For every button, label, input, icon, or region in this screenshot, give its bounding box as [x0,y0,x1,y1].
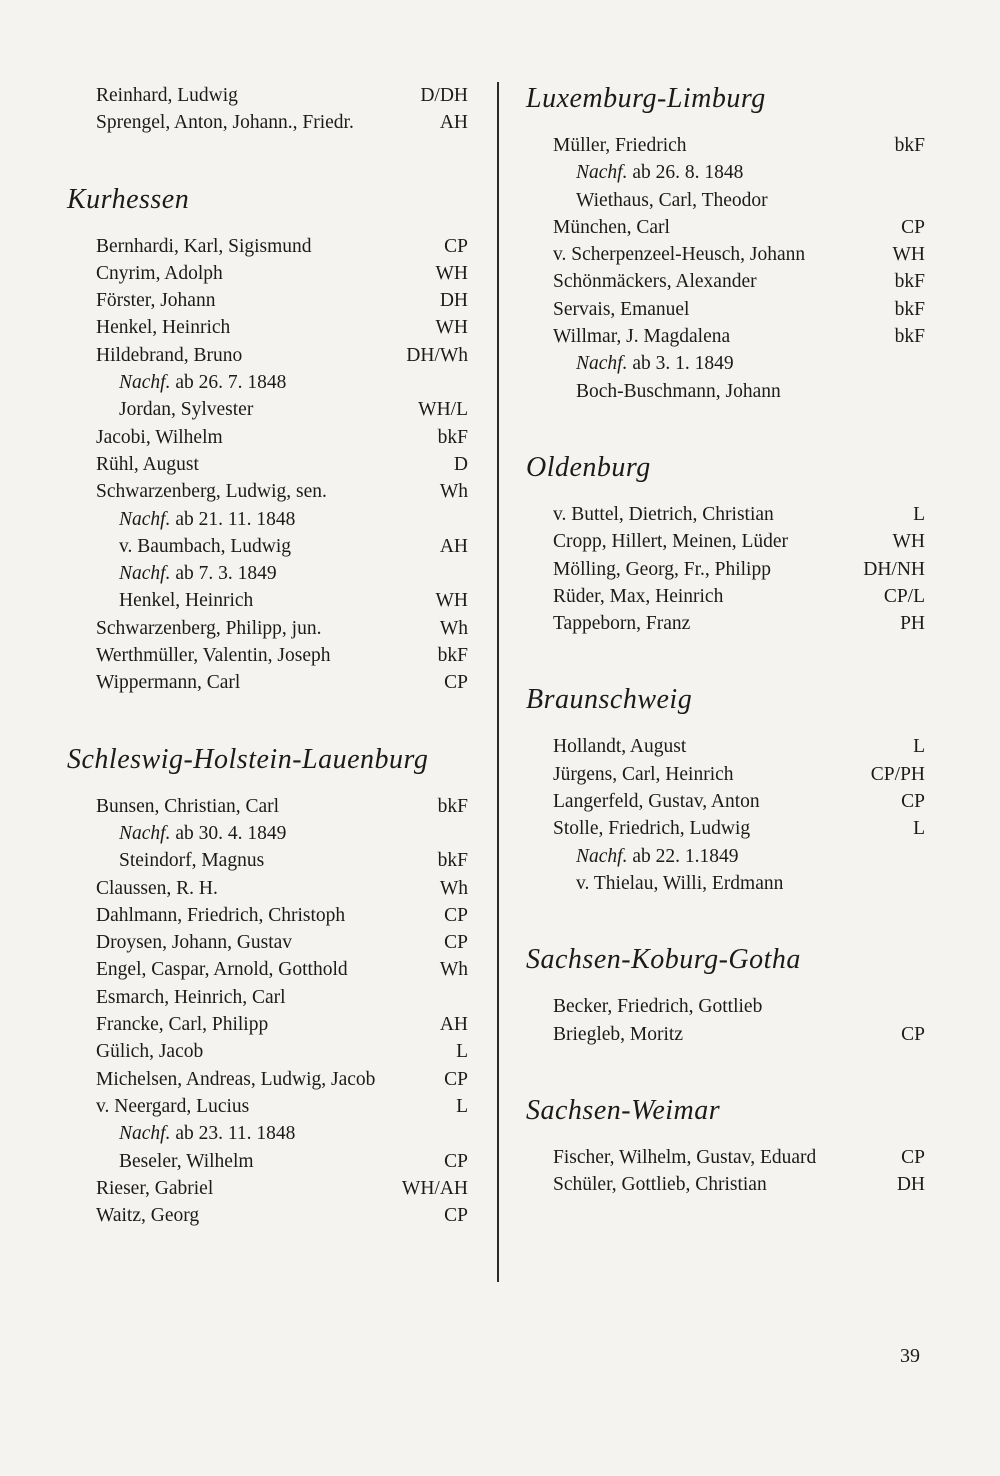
right-column [526,82,925,1198]
member-row [96,396,468,423]
member-name: Cropp, Hillert, Meinen, Lüder [553,531,789,553]
member-row [96,314,468,341]
faction-code: L [456,1041,468,1063]
member-name [96,560,277,587]
member-name: Sprengel, Anton, Johann., Friedr. [96,112,354,134]
member-name: Henkel, Heinrich [96,317,231,339]
successor-label: Nachf. [119,563,171,585]
member-row [96,533,468,560]
member-list [553,1144,925,1199]
section-title: Schleswig-Holstein-Lauenburg [67,743,429,775]
member-row [553,187,925,214]
member-row [96,82,468,109]
faction-code: AH [439,1014,468,1036]
faction-code: bkF [437,850,468,872]
member-row [96,233,468,260]
member-row [553,788,925,815]
section-spacer [96,697,468,743]
member-row [96,956,468,983]
member-row [96,478,468,505]
member-name: Reinhard, Ludwig [96,85,238,106]
member-name: München, Carl [553,216,670,238]
member-name [553,843,739,870]
section-title: Oldenburg [526,451,651,483]
faction-code: Wh [439,877,468,899]
faction-code: WH [892,531,925,553]
member-row [96,929,468,956]
member-row [553,132,925,159]
member-row [96,669,468,696]
left-column [67,82,468,1229]
member-row [96,587,468,614]
faction-code: CP [901,791,925,813]
member-row [96,1093,468,1120]
section-spacer [553,1048,925,1094]
faction-code: CP/PH [870,763,925,785]
member-row [553,323,925,350]
successor-label: Nachf. [576,162,628,184]
member-name [96,820,286,847]
member-name: Fischer, Wilhelm, Gustav, Eduard [553,1146,817,1168]
faction-code: D/DH [420,85,468,106]
member-name: Schüler, Gottlieb, Christian [553,1174,767,1196]
faction-code: PH [900,613,925,635]
successor-row [96,369,468,396]
member-name: Schwarzenberg, Ludwig, sen. [96,481,327,503]
member-list [553,501,925,637]
member-row [96,1202,468,1229]
member-name: v. Neergard, Lucius [96,1095,250,1117]
member-name: Henkel, Heinrich [119,590,254,612]
member-row [553,556,925,583]
member-row [96,642,468,669]
successor-row [553,350,925,377]
member-row [96,451,468,478]
member-name: Becker, Friedrich, Gottlieb [553,996,763,1018]
member-name: Cnyrim, Adolph [96,262,223,284]
faction-code: Wh [439,481,468,503]
member-name: Rieser, Gabriel [96,1177,214,1199]
member-name: Briegleb, Moritz [553,1023,683,1045]
successor-date: ab 3. 1. 1849 [627,353,734,375]
member-name: Wiethaus, Carl, Theodor [576,189,768,211]
member-row [96,342,468,369]
member-name: Stolle, Friedrich, Ludwig [553,818,751,840]
faction-code: L [913,503,925,525]
member-row [553,993,925,1020]
successor-row [553,843,925,870]
successor-label: Nachf. [119,372,171,394]
member-name: Jordan, Sylvester [119,399,254,421]
faction-code: WH/AH [401,1177,468,1199]
member-row [96,847,468,874]
member-name [553,159,743,186]
faction-code: bkF [894,298,925,320]
member-row [553,1021,925,1048]
section-title: Kurhessen [67,183,190,215]
faction-code: bkF [437,426,468,448]
member-name: Schönmäckers, Alexander [553,271,757,293]
member-row [96,1175,468,1202]
member-row [553,268,925,295]
member-name: Jacobi, Wilhelm [96,426,223,448]
faction-code: DH [439,290,468,312]
member-list [553,733,925,897]
faction-code: WH [892,244,925,266]
faction-code: bkF [437,645,468,667]
member-row [553,378,925,405]
faction-code: D [453,453,468,475]
member-row [96,902,468,929]
member-row [96,287,468,314]
section-title: Sachsen-Koburg-Gotha [526,944,801,976]
successor-row [553,159,925,186]
faction-code: Wh [439,959,468,981]
faction-code: DH/NH [863,558,925,580]
member-row [553,870,925,897]
successor-date: ab 26. 7. 1848 [170,372,287,394]
member-row [553,1171,925,1198]
faction-code: CP [444,672,468,694]
member-name: Müller, Friedrich [553,135,687,156]
member-row [96,424,468,451]
member-row [96,1066,468,1093]
member-name: Werthmüller, Valentin, Joseph [96,645,331,667]
successor-date: ab 7. 3. 1849 [170,563,277,585]
successor-date: ab 26. 8. 1848 [627,162,744,184]
faction-code: WH [435,590,468,612]
faction-code: L [913,818,925,840]
member-row [96,793,468,820]
faction-code: CP [444,1068,468,1090]
member-row [96,875,468,902]
member-name: Claussen, R. H. [96,877,218,899]
member-name: Mölling, Georg, Fr., Philipp [553,558,771,580]
member-row [96,1148,468,1175]
section-title: Luxemburg-Limburg [526,83,766,114]
member-name: Esmarch, Heinrich, Carl [96,986,286,1008]
faction-code: DH [896,1174,925,1196]
member-list [553,132,925,405]
member-name [96,1120,295,1147]
member-name: v. Buttel, Dietrich, Christian [553,503,774,525]
member-row [96,615,468,642]
faction-code: CP/L [883,585,925,607]
member-name: Droysen, Johann, Gustav [96,932,293,954]
section-title: Sachsen-Weimar [526,1094,721,1126]
page-number: 39 [900,1345,920,1367]
member-row [553,296,925,323]
faction-code: CP [444,1205,468,1227]
member-name: Willmar, J. Magdalena [553,326,731,348]
member-row [553,528,925,555]
successor-date: ab 21. 11. 1848 [170,508,296,530]
member-row [553,214,925,241]
faction-code: AH [439,112,468,134]
member-name: Steindorf, Magnus [119,850,265,872]
member-row [553,733,925,760]
member-name: Wippermann, Carl [96,672,241,694]
faction-code: WH [435,317,468,339]
faction-code: WH [435,262,468,284]
member-name: Bernhardi, Karl, Sigismund [96,235,312,257]
section-spacer [96,137,468,183]
faction-code: CP [901,216,925,238]
member-name: Beseler, Wilhelm [119,1150,254,1172]
faction-code: CP [901,1146,925,1168]
member-name: Hildebrand, Bruno [96,344,243,366]
column-divider [497,82,499,1282]
section-spacer [553,405,925,451]
member-name: v. Thielau, Willi, Erdmann [576,872,784,894]
successor-label: Nachf. [119,1123,171,1145]
faction-code: L [456,1095,468,1117]
section-spacer [553,897,925,943]
member-name: v. Baumbach, Ludwig [119,535,292,557]
faction-code: CP [444,904,468,926]
member-row [553,1144,925,1171]
member-row [553,761,925,788]
faction-code: WH/L [418,399,468,421]
faction-code: AH [439,535,468,557]
member-name: Langerfeld, Gustav, Anton [553,791,760,813]
member-row [96,984,468,1011]
member-name: Servais, Emanuel [553,298,690,320]
member-row [553,241,925,268]
member-row [96,1011,468,1038]
member-name: Boch-Buschmann, Johann [576,380,781,402]
faction-code: DH/Wh [406,344,468,366]
faction-code: CP [444,1150,468,1172]
member-name [96,369,286,396]
faction-code: CP [444,235,468,257]
successor-row [96,820,468,847]
member-name: Michelsen, Andreas, Ludwig, Jacob [96,1068,376,1090]
faction-code: bkF [894,271,925,293]
member-name: Tappeborn, Franz [553,613,691,635]
member-row [96,1038,468,1065]
faction-code: L [913,736,925,758]
member-row [96,260,468,287]
successor-label: Nachf. [119,822,171,844]
successor-date: ab 23. 11. 1848 [170,1123,296,1145]
member-name: Bunsen, Christian, Carl [96,795,280,817]
continued-list [96,82,468,137]
member-name: v. Scherpenzeel-Heusch, Johann [553,244,806,266]
section-title: Braunschweig [526,684,693,716]
member-name: Schwarzenberg, Philipp, jun. [96,617,322,639]
member-row [96,109,468,136]
member-list [96,793,468,1230]
member-name: Dahlmann, Friedrich, Christoph [96,904,346,926]
member-name: Rühl, August [96,453,199,475]
successor-label: Nachf. [576,353,628,375]
successor-label: Nachf. [576,845,628,867]
member-name [553,350,734,377]
member-row [553,501,925,528]
member-name: Gülich, Jacob [96,1041,204,1063]
faction-code: bkF [437,795,468,817]
member-row [553,583,925,610]
faction-code: bkF [894,326,925,348]
successor-row [96,506,468,533]
successor-label: Nachf. [119,508,171,530]
section-spacer [553,637,925,683]
successor-row [96,560,468,587]
member-row [553,815,925,842]
member-name: Engel, Caspar, Arnold, Gotthold [96,959,348,981]
member-list [553,993,925,1048]
faction-code: Wh [439,617,468,639]
member-row [553,610,925,637]
faction-code: CP [901,1023,925,1045]
successor-date: ab 22. 1.1849 [627,845,739,867]
successor-row [96,1120,468,1147]
faction-code: CP [444,932,468,954]
member-name: Förster, Johann [96,290,216,312]
member-name: Rüder, Max, Heinrich [553,585,724,607]
member-name [96,506,295,533]
member-name: Jürgens, Carl, Heinrich [553,763,734,785]
member-name: Waitz, Georg [96,1205,200,1227]
member-name: Hollandt, August [553,736,687,758]
faction-code: bkF [894,135,925,156]
member-name: Francke, Carl, Philipp [96,1014,269,1036]
successor-date: ab 30. 4. 1849 [170,822,287,844]
member-list [96,233,468,697]
